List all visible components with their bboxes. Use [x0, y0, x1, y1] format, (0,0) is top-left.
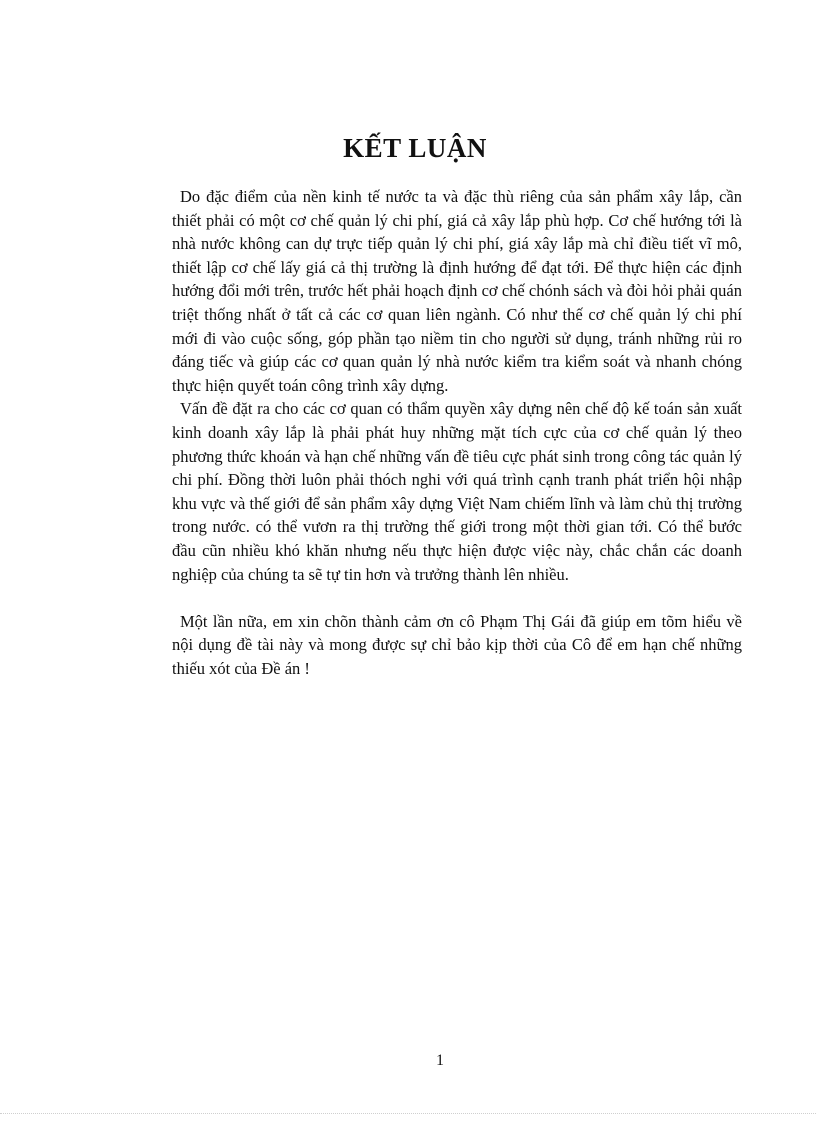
page-number: 1 — [436, 1052, 444, 1069]
paragraph-1-text: Do đặc điểm của nền kinh tế nước ta và đặc thù riêng của sản phẩm xây lắp, cần thiết phải có một cơ chế quản lý chi phí, giá cả xây lắp phù hợp. Cơ chế hướng tới là nhà nước không can dự trực tiếp quản lý chi phí, giá xây lắp mà chỉ điều tiết vĩ mô, thiết lập cơ chế lấy giá cả thị trường là định hướng để đạt tới. Để thực hiện các định hướng đổi mới trên, trước hết phải hoạch định cơ chế chónh sách và đòi hỏi phải quán triệt thống nhất ở tất cả các cơ quan liên ngành. Có như thế cơ chế quản lý chi phí mới đi vào cuộc sống, góp phần tạo niềm tin cho người sử dụng, tránh những rủi ro đáng tiếc và giúp các cơ quan quản lý nhà nước kiểm tra kiểm soát và nhanh chóng thực hiện quyết toán công trình xây dựng. — [172, 187, 742, 395]
page-bottom-divider — [0, 1113, 816, 1114]
paragraph-2 — [172, 397, 742, 586]
page-title: KẾT LUẬN — [343, 133, 487, 163]
document-body — [172, 185, 742, 680]
paragraph-2-text: Vấn đề đặt ra cho các cơ quan có thẩm quyền xây dựng nên chế độ kế toán sản xuất kinh doanh xây lắp là phải phát huy những mặt tích cực của cơ chế quản lý theo phương thức khoán và hạn chế những vấn đề tiêu cực phát sinh trong công tác quản lý chi phí. Đồng thời luôn phải thóch nghi với quá trình cạnh tranh phát triển hội nhập khu vực và thế giới để sản phẩm xây dựng Việt Nam chiếm lĩnh và làm chủ thị trường trong nước. có thể vươn ra thị trường thế giới trong một thời gian tới. Có thể bước đầu cũn nhiều khó khăn nhưng nếu thực hiện được việc này, chắc chắn các doanh nghiệp của chúng ta sẽ tự tin hơn và trưởng thành lên nhiều. — [172, 399, 742, 584]
paragraph-3 — [172, 610, 742, 681]
paragraph-3-text: Một lần nữa, em xin chõn thành cảm ơn cô Phạm Thị Gái đã giúp em tõm hiểu về nội dụng đề tài này và mong được sự chỉ bảo kịp thời của Cô để em hạn chế những thiếu xót của Đề án ! — [172, 611, 742, 678]
paragraph-1 — [172, 185, 742, 397]
paragraph-spacer — [172, 586, 742, 610]
